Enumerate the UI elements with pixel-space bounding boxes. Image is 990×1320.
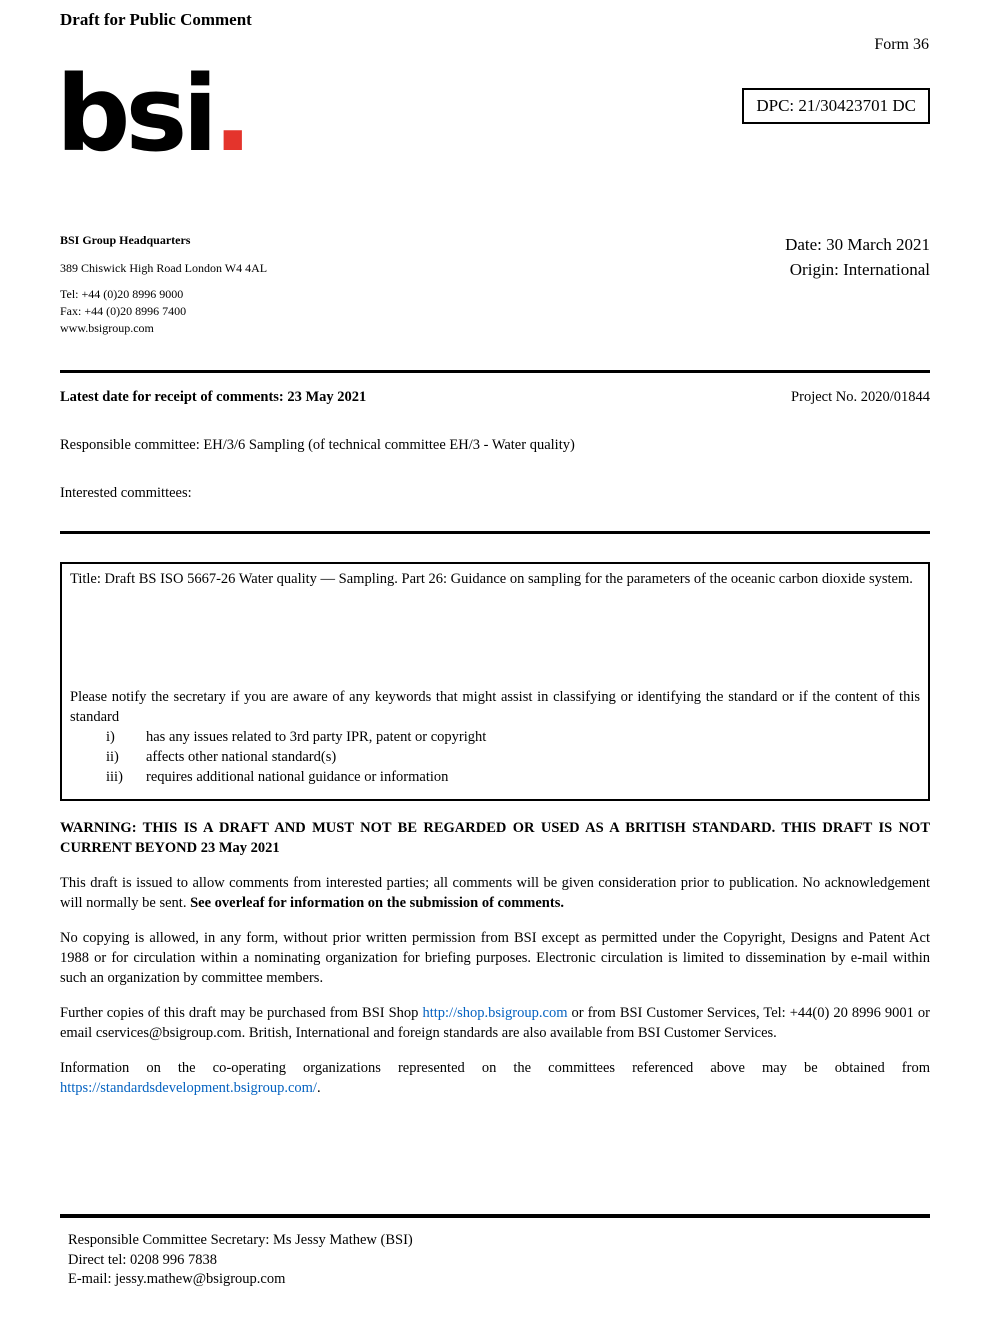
see-overleaf-text: See overleaf for information on the submission of comments. xyxy=(190,895,564,911)
interested-committees-line: Interested committees: xyxy=(60,485,192,501)
headquarters-tel: Tel: +44 (0)20 8996 9000 xyxy=(60,287,184,301)
standard-title: Title: Draft BS ISO 5667-26 Water quality — Sampling. Part 26: Guidance on sampling for the parameters of the oceanic carbon dioxide system. xyxy=(70,571,913,587)
list-item-marker: ii) xyxy=(106,749,119,765)
list-item-text: has any issues related to 3rd party IPR, patent or copyright xyxy=(146,729,487,745)
bsi-logo xyxy=(56,53,248,175)
title-box xyxy=(60,562,930,801)
dpc-number: DPC: 21/30423701 DC xyxy=(756,96,916,115)
form-number: Form 36 xyxy=(874,36,929,53)
comments-paragraph xyxy=(60,873,930,913)
warning-text: WARNING: THIS IS A DRAFT AND MUST NOT BE REGARDED OR USED AS A BRITISH STANDARD. THIS DRAFT IS NOT CURRENT BEYOND 23 May 2021 xyxy=(60,820,930,856)
bsi-logo-dot: . xyxy=(213,53,248,175)
list-item-marker: i) xyxy=(106,729,115,745)
email-line: E-mail: jessy.mathew@bsigroup.com xyxy=(68,1271,286,1287)
purchase-paragraph-pre: Further copies of this draft may be purchased from BSI Shop xyxy=(60,1005,423,1021)
direct-tel-line: Direct tel: 0208 996 7838 xyxy=(68,1251,218,1268)
headquarters-website: www.bsigroup.com xyxy=(60,321,154,335)
bsi-shop-link[interactable]: http://shop.bsigroup.com xyxy=(422,1005,568,1021)
list-item-marker: iii) xyxy=(106,769,123,785)
cooperating-paragraph xyxy=(60,1058,930,1098)
headquarters-fax: Fax: +44 (0)20 8996 7400 xyxy=(60,304,187,318)
divider-mid xyxy=(60,531,930,534)
cooperating-paragraph-pre: Information on the co-operating organizations represented on the committees referenced above may be obtained from xyxy=(60,1060,930,1076)
bsi-logo-text: bsi xyxy=(56,53,213,175)
list-item xyxy=(70,727,920,747)
latest-date-label: Latest date for receipt of comments: 23 May 2021 xyxy=(60,389,367,405)
committee-secretary-line: Responsible Committee Secretary: Ms Jessy Mathew (BSI) xyxy=(68,1232,413,1248)
dpc-number-box xyxy=(742,88,930,124)
comments-paragraph-text: This draft is issued to allow comments from interested parties; all comments will be given consideration prior to publication. No acknowledgement will normally be sent. xyxy=(60,875,930,911)
standards-development-link[interactable]: https://standardsdevelopment.bsigroup.com/ xyxy=(60,1080,317,1096)
date-origin-block xyxy=(785,232,930,282)
project-number: Project No. 2020/01844 xyxy=(791,389,930,405)
main-content xyxy=(60,370,930,1098)
notify-secretary-text: Please notify the secretary if you are aware of any keywords that might assist in classifying or identifying the standard or if the content of this standard xyxy=(70,689,920,725)
list-item xyxy=(70,767,920,787)
copyright-paragraph: No copying is allowed, in any form, without prior written permission from BSI except as permitted under the Copyright, Designs and Patent Act 1988 or for circulation within a nominating organization for briefing purposes. Electronic circulation is limited to dissemination by e-mail within such an organization by committee members. xyxy=(60,930,930,986)
list-item-text: requires additional national guidance or information xyxy=(146,769,449,785)
purchase-paragraph-post: or from BSI Customer Services, Tel: +44(0) 20 8996 9001 or email cservices@bsigroup.com. British, International and foreign standards are also available from BSI Customer Services. xyxy=(60,1005,931,1041)
divider-top xyxy=(60,370,930,373)
purchase-paragraph xyxy=(60,1003,930,1043)
date-label: Date: 30 March 2021 xyxy=(785,235,930,254)
headquarters-name: BSI Group Headquarters xyxy=(60,233,191,247)
headquarters-address: 389 Chiswick High Road London W4 4AL xyxy=(60,261,268,275)
list-item-text: affects other national standard(s) xyxy=(146,749,337,765)
headquarters-contact-block xyxy=(60,232,267,337)
cooperating-paragraph-post: . xyxy=(316,1080,321,1096)
responsible-committee-line: Responsible committee: EH/3/6 Sampling (of technical committee EH/3 - Water quality) xyxy=(60,437,575,453)
draft-for-public-comment-heading: Draft for Public Comment xyxy=(60,10,252,29)
list-item xyxy=(70,747,920,767)
comments-deadline-row xyxy=(60,387,930,407)
origin-label: Origin: International xyxy=(789,260,930,279)
footer-block xyxy=(60,1214,930,1290)
divider-bottom xyxy=(60,1214,930,1218)
